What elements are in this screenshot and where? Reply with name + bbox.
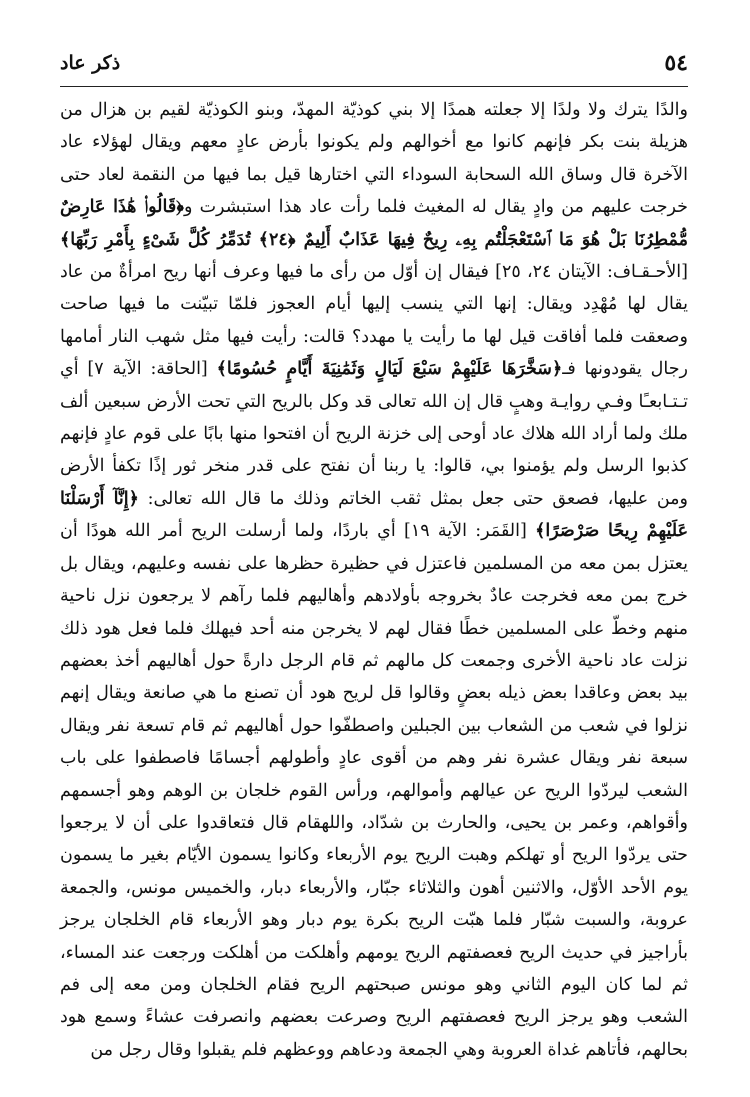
body-paragraph xyxy=(60,94,688,1066)
text-segment: [الأحـقـاف: الآيتان ٢٤، ٢٥] فيقال إن أوّل من رأى ما فيها وعرف أنها ريح امرأةٌ من عاد يقال لها مُهْدِد ويقال: إنها التي ينسب إليها أيام العجوز فلمّا تبيّنت ما فيها صاحت وصعقت فلما أفاقت قيل لها ما رأيت يا مهدد؟ قالت: رأيت فيها مثل شهب النار أمامها رجال يقودونها فـ xyxy=(60,262,688,380)
text-segment: [الحاقة: الآية ٧] أي تـتـابعـًا وفـي روايـة وهبٍ قال إن الله تعالى قد وكل بالريح التي تحت الأرض سبعين ألف ملك ولما أراد الله هلاك عاد أوحى إلى خزنة الريح أن افتحوا منها بابًا على قوم عادٍ فإنهم كذبوا الرسل ولم يؤمنوا بي، قالوا: يا ربنا أن نفتح على قدر منخر ثور إذًا تكفأ الأرض ومن عليها، فصعق حتى جعل بمثل ثقب الخاتم وذلك ما قال الله تعالى: xyxy=(60,359,689,509)
page-header xyxy=(60,46,688,80)
header-divider xyxy=(60,86,688,87)
text-segment: [القَمَر: الآية ١٩] أي باردًا، ولما أرسلت الريح أمر الله هودًا أن يعتزل بمن معه من المسلمين فاعتزل في حظيرة حظرها على نفسه وعليهم، ويقال بل خرج بمن معه فخرجت عادٌ بخروجه بأولادهم وأهاليهم فلما رآهم لا يرجعون نزل ناحية منهم وخطّ على المسلمين خطًا فقال لهم لا يخرجن منه أحد فيهلك فلما فعل هود ذلك نزلت عاد ناحية الأخرى وجمعت كل مالهم ثم قام الرجل دارةً حول أهاليهم أخذ بعضهم بيد بعض وعاقدا بعض ذيله بعضٍ وقالوا قل لريح هود أن تصنع ما هي صانعة ويقال إنهم نزلوا في شعب من الشعاب بين الجبلين واصطفّوا حول أهاليهم ثم قام تسعة نفر ويقال سبعة نفر ويقال عشرة نفر وهم من أقوى عادٍ وأطولهم أجسامًا فاصطفوا على باب الشعب ليردّوا الريح عن عيالهم وأموالهم، ورأس القوم خلجان بن الوهم وهو أجسمهم وأقواهم، وعمر بن يحيى، والحارث بن شدّاد، واللهقام قال فتعاقدوا على أن لا يرجعوا حتى يردّوا الريح أو تهلكم وهبت الريح يوم الأربعاء وكانوا يسمون الأيّام بغير ما يسمون يوم الأحد الأوّل، والاثنين أهون والثلاثاء جبّار، والأربعاء دبار، والخميس مونس، والجمعة عروبة، والسبت شبّار فلما هبّت الريح بكرة يوم دبار وهو الأربعاء قام الخلجان يرجز بأراجيز في حديث الريح فعصفتهم الريح يومهم وأهلكت من أهلكت ورجعت عند المساء، ثم لما كان اليوم الثاني وهو مونس صبحتهم الريح فقام الخلجان ومن معه إلى فم الشعب وهو يرجز الريح فعصفتهم الريح وصرعت بعضهم وانصرفت عشاءً وسمع هود بحالهم، فأتاهم غداة العروبة وهي الجمعة ودعاهم ووعظهم فلم يقبلوا وقال رجل من xyxy=(60,521,688,1060)
quran-quote: ﴿إِنَّآ أَرْسَلْنَا عَلَيْهِمْ رِيحًا صَرْصَرًا﴾ xyxy=(60,488,689,542)
body-text xyxy=(60,94,688,1066)
running-title: ذكر عاد xyxy=(60,52,121,74)
quran-quote: ﴿قَالُوا۟ هَٰذَا عَارِضٌ مُّمْطِرُنَا بَلْ هُوَ مَا ٱسْتَعْجَلْتُم بِهِۦ رِيحٌ فِيهَا عَذَابٌ أَلِيمٌ ﴿٢٤﴾ تُدَمِّرُ كُلَّ شَىْءٍ بِأَمْرِ رَبِّهَا﴾ xyxy=(60,197,689,250)
quran-quote: ﴿سَخَّرَهَا عَلَيْهِمْ سَبْعَ لَيَالٍ وَثَمَٰنِيَةَ أَيَّامٍ حُسُومًا﴾ xyxy=(216,359,563,380)
page-number: ٥٤ xyxy=(664,50,688,76)
text-segment: والدًا يترك ولا ولدًا إلا جعلته همدًا إلا بني كوذيّة المهدّ، وبنو الكوذيّة لقيم بن هزال من هزيلة بنت بكر فإنهم كانوا مع أخوالهم ولم يكونوا بأرض عادٍ معهم ويقال لهؤلاء عاد الآخرة قال وساق الله السحابة السوداء التي اختارها قيل بما فيها من النقمة لعاد حتى خرجت عليهم من وادٍ يقال له المغيث فلما رأت عاد هذا استبشرت و xyxy=(60,100,688,218)
